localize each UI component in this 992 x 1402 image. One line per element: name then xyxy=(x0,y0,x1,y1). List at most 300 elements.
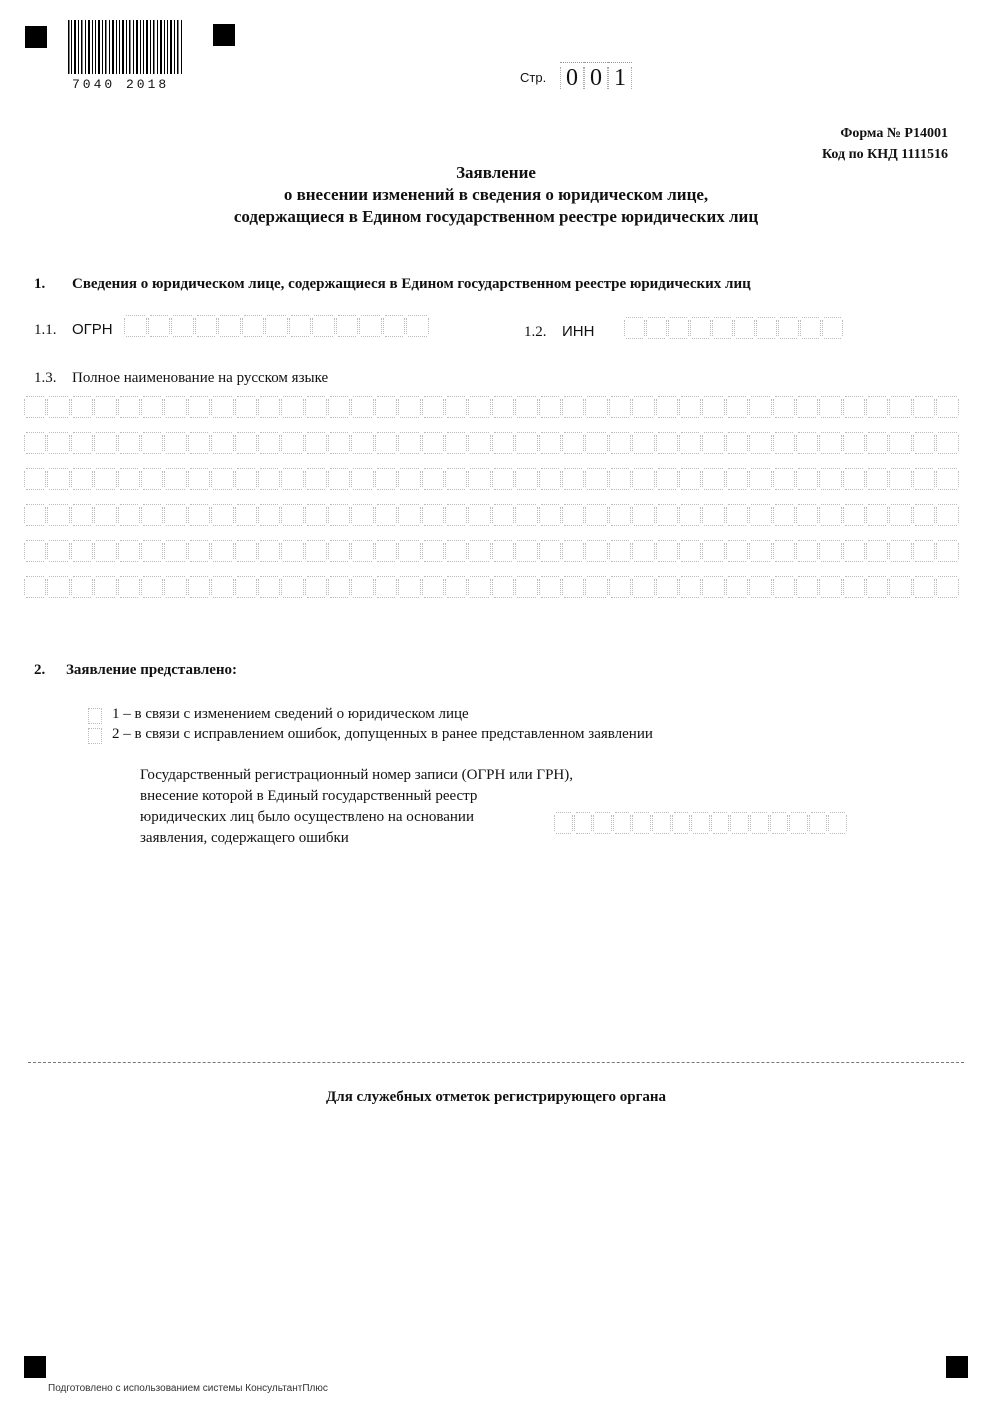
char-cell[interactable] xyxy=(809,812,829,834)
char-cell[interactable] xyxy=(242,315,266,337)
char-cell[interactable] xyxy=(24,504,47,526)
char-cell[interactable] xyxy=(47,540,70,562)
char-cell[interactable] xyxy=(305,432,328,454)
char-cell[interactable] xyxy=(843,396,866,418)
char-cell[interactable] xyxy=(375,576,398,598)
char-cell[interactable] xyxy=(118,504,141,526)
char-cell[interactable] xyxy=(305,540,328,562)
char-cell[interactable] xyxy=(539,576,562,598)
char-cell[interactable] xyxy=(726,432,749,454)
char-cell[interactable] xyxy=(328,540,351,562)
char-cell[interactable] xyxy=(702,540,725,562)
char-cell[interactable] xyxy=(164,576,187,598)
char-cell[interactable] xyxy=(281,396,304,418)
char-cell[interactable] xyxy=(94,540,117,562)
name-label: Полное наименование на русском языке xyxy=(72,370,329,386)
char-cell[interactable] xyxy=(281,432,304,454)
char-cell[interactable] xyxy=(668,317,690,339)
grn-field[interactable] xyxy=(554,812,848,834)
char-cell[interactable] xyxy=(632,504,655,526)
char-cell[interactable] xyxy=(47,468,70,490)
char-cell[interactable] xyxy=(118,432,141,454)
char-cell[interactable] xyxy=(702,396,725,418)
char-cell[interactable] xyxy=(164,396,187,418)
char-cell[interactable] xyxy=(235,540,258,562)
char-cell[interactable] xyxy=(24,396,47,418)
char-cell[interactable] xyxy=(375,432,398,454)
char-cell[interactable] xyxy=(656,396,679,418)
char-cell[interactable] xyxy=(305,396,328,418)
char-cell[interactable] xyxy=(691,812,711,834)
char-cell[interactable] xyxy=(118,576,141,598)
char-cell[interactable] xyxy=(71,468,94,490)
char-cell[interactable] xyxy=(375,504,398,526)
char-cell[interactable] xyxy=(632,468,655,490)
char-cell[interactable] xyxy=(211,540,234,562)
char-cell[interactable] xyxy=(796,540,819,562)
char-cell[interactable] xyxy=(711,812,731,834)
char-cell[interactable] xyxy=(24,540,47,562)
char-cell[interactable] xyxy=(749,576,772,598)
char-cell[interactable] xyxy=(796,468,819,490)
char-cell[interactable] xyxy=(235,396,258,418)
char-cell[interactable] xyxy=(492,396,515,418)
char-cell[interactable] xyxy=(819,396,842,418)
char-cell[interactable] xyxy=(468,540,491,562)
char-cell[interactable] xyxy=(445,468,468,490)
char-cell[interactable] xyxy=(773,432,796,454)
char-cell[interactable] xyxy=(539,504,562,526)
char-cell[interactable] xyxy=(235,432,258,454)
char-cell[interactable] xyxy=(632,576,655,598)
char-cell[interactable] xyxy=(359,315,383,337)
char-cell[interactable] xyxy=(562,576,585,598)
char-cell[interactable] xyxy=(702,432,725,454)
char-cell[interactable] xyxy=(445,576,468,598)
char-cell[interactable] xyxy=(258,504,281,526)
char-cell[interactable] xyxy=(211,504,234,526)
char-cell[interactable] xyxy=(383,315,407,337)
char-cell[interactable] xyxy=(398,396,421,418)
char-cell[interactable] xyxy=(889,396,912,418)
char-cell[interactable] xyxy=(843,504,866,526)
char-cell[interactable] xyxy=(289,315,313,337)
char-cell[interactable] xyxy=(712,317,734,339)
char-cell[interactable] xyxy=(258,540,281,562)
char-cell[interactable] xyxy=(702,504,725,526)
char-cell[interactable] xyxy=(679,432,702,454)
char-cell[interactable] xyxy=(141,540,164,562)
char-cell[interactable] xyxy=(656,540,679,562)
char-cell[interactable] xyxy=(328,432,351,454)
char-cell[interactable] xyxy=(188,396,211,418)
char-cell[interactable] xyxy=(679,504,702,526)
char-cell[interactable] xyxy=(613,812,633,834)
char-cell[interactable] xyxy=(819,576,842,598)
char-cell[interactable] xyxy=(539,468,562,490)
char-cell[interactable] xyxy=(562,396,585,418)
title-line-3: содержащиеся в Едином государственном реестре юридических лиц xyxy=(233,207,759,226)
char-cell[interactable] xyxy=(585,540,608,562)
char-cell[interactable] xyxy=(819,432,842,454)
char-cell[interactable] xyxy=(539,432,562,454)
char-cell[interactable] xyxy=(866,540,889,562)
char-cell[interactable] xyxy=(351,504,374,526)
char-cell[interactable] xyxy=(164,432,187,454)
char-cell[interactable] xyxy=(515,540,538,562)
char-cell[interactable] xyxy=(756,317,778,339)
char-cell[interactable] xyxy=(822,317,844,339)
char-cell[interactable] xyxy=(936,540,959,562)
char-cell[interactable] xyxy=(351,576,374,598)
char-cell[interactable] xyxy=(351,396,374,418)
char-cell[interactable] xyxy=(749,468,772,490)
char-cell[interactable] xyxy=(235,576,258,598)
char-cell[interactable] xyxy=(71,576,94,598)
grn-line-3: юридических лиц было осуществлено на основании xyxy=(140,809,474,825)
char-cell[interactable] xyxy=(749,504,772,526)
char-cell[interactable] xyxy=(646,317,668,339)
char-cell[interactable] xyxy=(656,576,679,598)
char-cell[interactable] xyxy=(679,468,702,490)
char-cell[interactable] xyxy=(171,315,195,337)
char-cell[interactable] xyxy=(188,504,211,526)
name-row[interactable] xyxy=(24,432,960,454)
char-cell[interactable] xyxy=(195,315,219,337)
char-cell[interactable] xyxy=(773,468,796,490)
char-cell[interactable] xyxy=(468,396,491,418)
char-cell[interactable] xyxy=(515,396,538,418)
char-cell[interactable] xyxy=(843,432,866,454)
char-cell[interactable] xyxy=(218,315,242,337)
char-cell[interactable] xyxy=(574,812,594,834)
char-cell[interactable] xyxy=(492,432,515,454)
char-cell[interactable] xyxy=(375,396,398,418)
char-cell[interactable] xyxy=(375,468,398,490)
char-cell[interactable] xyxy=(773,576,796,598)
char-cell[interactable] xyxy=(624,317,646,339)
char-cell[interactable] xyxy=(118,540,141,562)
char-cell[interactable] xyxy=(609,576,632,598)
char-cell[interactable] xyxy=(913,396,936,418)
char-cell[interactable] xyxy=(866,504,889,526)
char-cell[interactable] xyxy=(492,504,515,526)
char-cell[interactable] xyxy=(726,576,749,598)
char-cell[interactable] xyxy=(47,396,70,418)
char-cell[interactable] xyxy=(889,432,912,454)
char-cell[interactable] xyxy=(71,396,94,418)
char-cell[interactable] xyxy=(211,432,234,454)
char-cell[interactable] xyxy=(796,576,819,598)
char-cell[interactable] xyxy=(796,432,819,454)
char-cell[interactable] xyxy=(796,396,819,418)
char-cell[interactable] xyxy=(632,812,652,834)
char-cell[interactable] xyxy=(562,468,585,490)
char-cell[interactable] xyxy=(445,432,468,454)
char-cell[interactable] xyxy=(936,468,959,490)
char-cell[interactable] xyxy=(730,812,750,834)
char-cell[interactable] xyxy=(539,540,562,562)
char-cell[interactable] xyxy=(398,468,421,490)
char-cell[interactable] xyxy=(468,576,491,598)
char-cell[interactable] xyxy=(726,504,749,526)
char-cell[interactable] xyxy=(406,315,430,337)
char-cell[interactable] xyxy=(936,576,959,598)
char-cell[interactable] xyxy=(585,396,608,418)
char-cell[interactable] xyxy=(94,396,117,418)
char-cell[interactable] xyxy=(889,504,912,526)
title-line-1: Заявление xyxy=(456,163,536,182)
char-cell[interactable] xyxy=(141,396,164,418)
char-cell[interactable] xyxy=(211,576,234,598)
char-cell[interactable] xyxy=(609,504,632,526)
char-cell[interactable] xyxy=(679,396,702,418)
char-cell[interactable] xyxy=(609,432,632,454)
char-cell[interactable] xyxy=(328,396,351,418)
char-cell[interactable] xyxy=(164,540,187,562)
char-cell[interactable] xyxy=(265,315,289,337)
char-cell[interactable] xyxy=(398,576,421,598)
char-cell[interactable] xyxy=(770,812,790,834)
char-cell[interactable] xyxy=(585,468,608,490)
char-cell[interactable] xyxy=(828,812,848,834)
char-cell[interactable] xyxy=(47,504,70,526)
char-cell[interactable] xyxy=(375,540,398,562)
char-cell[interactable] xyxy=(702,576,725,598)
char-cell[interactable] xyxy=(819,504,842,526)
char-cell[interactable] xyxy=(749,396,772,418)
char-cell[interactable] xyxy=(188,540,211,562)
char-cell[interactable] xyxy=(690,317,712,339)
char-cell[interactable] xyxy=(141,432,164,454)
char-cell[interactable] xyxy=(562,432,585,454)
char-cell[interactable] xyxy=(235,468,258,490)
char-cell[interactable] xyxy=(819,468,842,490)
char-cell[interactable] xyxy=(468,468,491,490)
char-cell[interactable] xyxy=(351,432,374,454)
char-cell[interactable] xyxy=(889,468,912,490)
char-cell[interactable] xyxy=(188,576,211,598)
char-cell[interactable] xyxy=(141,468,164,490)
corner-marker-top-left xyxy=(25,26,47,48)
char-cell[interactable] xyxy=(913,432,936,454)
char-cell[interactable] xyxy=(866,396,889,418)
char-cell[interactable] xyxy=(422,396,445,418)
char-cell[interactable] xyxy=(118,396,141,418)
char-cell[interactable] xyxy=(24,576,47,598)
char-cell[interactable] xyxy=(913,540,936,562)
char-cell[interactable] xyxy=(445,504,468,526)
char-cell[interactable] xyxy=(515,576,538,598)
char-cell[interactable] xyxy=(141,504,164,526)
char-cell[interactable] xyxy=(94,468,117,490)
char-cell[interactable] xyxy=(749,432,772,454)
char-cell[interactable] xyxy=(328,504,351,526)
char-cell[interactable] xyxy=(188,432,211,454)
char-cell[interactable] xyxy=(351,468,374,490)
char-cell[interactable] xyxy=(652,812,672,834)
char-cell[interactable] xyxy=(492,576,515,598)
char-cell[interactable] xyxy=(936,504,959,526)
char-cell[interactable] xyxy=(593,812,613,834)
char-cell[interactable] xyxy=(305,576,328,598)
char-cell[interactable] xyxy=(679,540,702,562)
char-cell[interactable] xyxy=(585,576,608,598)
char-cell[interactable] xyxy=(656,432,679,454)
char-cell[interactable] xyxy=(24,432,47,454)
char-cell[interactable] xyxy=(422,576,445,598)
char-cell[interactable] xyxy=(124,315,148,337)
char-cell[interactable] xyxy=(281,576,304,598)
char-cell[interactable] xyxy=(749,540,772,562)
char-cell[interactable] xyxy=(211,468,234,490)
char-cell[interactable] xyxy=(936,432,959,454)
char-cell[interactable] xyxy=(24,468,47,490)
char-cell[interactable] xyxy=(281,504,304,526)
char-cell[interactable] xyxy=(305,504,328,526)
char-cell[interactable] xyxy=(609,396,632,418)
char-cell[interactable] xyxy=(889,540,912,562)
char-cell[interactable] xyxy=(585,432,608,454)
char-cell[interactable] xyxy=(773,396,796,418)
char-cell[interactable] xyxy=(258,576,281,598)
char-cell[interactable] xyxy=(211,396,234,418)
char-cell[interactable] xyxy=(672,812,692,834)
char-cell[interactable] xyxy=(492,468,515,490)
grn-line-1: Государственный регистрационный номер записи (ОГРН или ГРН), xyxy=(140,767,573,783)
char-cell[interactable] xyxy=(585,504,608,526)
char-cell[interactable] xyxy=(328,468,351,490)
char-cell[interactable] xyxy=(554,812,574,834)
char-cell[interactable] xyxy=(562,540,585,562)
char-cell[interactable] xyxy=(468,432,491,454)
char-cell[interactable] xyxy=(515,432,538,454)
inn-field[interactable] xyxy=(624,317,844,339)
char-cell[interactable] xyxy=(632,540,655,562)
char-cell[interactable] xyxy=(468,504,491,526)
char-cell[interactable] xyxy=(843,576,866,598)
char-cell[interactable] xyxy=(515,468,538,490)
char-cell[interactable] xyxy=(188,468,211,490)
char-cell[interactable] xyxy=(164,504,187,526)
char-cell[interactable] xyxy=(778,317,800,339)
char-cell[interactable] xyxy=(258,396,281,418)
char-cell[interactable] xyxy=(336,315,360,337)
barcode xyxy=(66,20,186,74)
char-cell[interactable] xyxy=(351,540,374,562)
char-cell[interactable] xyxy=(164,468,187,490)
name-row[interactable] xyxy=(24,540,960,562)
char-cell[interactable] xyxy=(866,468,889,490)
char-cell[interactable] xyxy=(422,468,445,490)
char-cell[interactable] xyxy=(281,468,304,490)
title-line-2: о внесении изменений в сведения о юридическом лице, xyxy=(283,185,709,204)
char-cell[interactable] xyxy=(562,504,585,526)
char-cell[interactable] xyxy=(94,504,117,526)
char-cell[interactable] xyxy=(726,540,749,562)
name-row[interactable] xyxy=(24,504,960,526)
char-cell[interactable] xyxy=(398,504,421,526)
option-1-checkbox[interactable] xyxy=(88,708,102,724)
char-cell[interactable] xyxy=(258,468,281,490)
char-cell[interactable] xyxy=(47,432,70,454)
char-cell[interactable] xyxy=(118,468,141,490)
char-cell[interactable] xyxy=(796,504,819,526)
char-cell[interactable] xyxy=(843,468,866,490)
name-row[interactable] xyxy=(24,396,960,418)
char-cell[interactable] xyxy=(305,468,328,490)
char-cell[interactable] xyxy=(609,540,632,562)
char-cell[interactable] xyxy=(702,468,725,490)
char-cell[interactable] xyxy=(141,576,164,598)
char-cell[interactable] xyxy=(328,576,351,598)
char-cell[interactable] xyxy=(422,504,445,526)
char-cell[interactable] xyxy=(913,576,936,598)
name-row[interactable] xyxy=(24,576,960,598)
grn-line-4: заявления, содержащего ошибки xyxy=(140,830,349,846)
char-cell[interactable] xyxy=(398,432,421,454)
char-cell[interactable] xyxy=(398,540,421,562)
option-2-checkbox[interactable] xyxy=(88,728,102,744)
char-cell[interactable] xyxy=(71,504,94,526)
char-cell[interactable] xyxy=(750,812,770,834)
char-cell[interactable] xyxy=(422,432,445,454)
char-cell[interactable] xyxy=(312,315,336,337)
char-cell[interactable] xyxy=(281,540,304,562)
char-cell[interactable] xyxy=(47,576,70,598)
char-cell[interactable] xyxy=(94,576,117,598)
char-cell[interactable] xyxy=(726,468,749,490)
char-cell[interactable] xyxy=(71,540,94,562)
char-cell[interactable] xyxy=(866,576,889,598)
char-cell[interactable] xyxy=(773,540,796,562)
char-cell[interactable] xyxy=(492,540,515,562)
char-cell[interactable] xyxy=(773,504,796,526)
char-cell[interactable] xyxy=(913,468,936,490)
char-cell[interactable] xyxy=(422,540,445,562)
char-cell[interactable] xyxy=(148,315,172,337)
char-cell[interactable] xyxy=(445,396,468,418)
char-cell[interactable] xyxy=(258,432,281,454)
char-cell[interactable] xyxy=(913,504,936,526)
inn-number: 1.2. xyxy=(524,324,547,340)
char-cell[interactable] xyxy=(734,317,756,339)
char-cell[interactable] xyxy=(71,432,94,454)
char-cell[interactable] xyxy=(656,504,679,526)
ogrn-field[interactable] xyxy=(124,315,430,337)
char-cell[interactable] xyxy=(866,432,889,454)
char-cell[interactable] xyxy=(936,396,959,418)
char-cell[interactable] xyxy=(789,812,809,834)
char-cell[interactable] xyxy=(819,540,842,562)
char-cell[interactable] xyxy=(800,317,822,339)
char-cell[interactable] xyxy=(235,504,258,526)
char-cell[interactable] xyxy=(632,396,655,418)
char-cell[interactable] xyxy=(679,576,702,598)
char-cell[interactable] xyxy=(539,396,562,418)
char-cell[interactable] xyxy=(94,432,117,454)
char-cell[interactable] xyxy=(515,504,538,526)
char-cell[interactable] xyxy=(726,396,749,418)
char-cell[interactable] xyxy=(445,540,468,562)
name-row[interactable] xyxy=(24,468,960,490)
char-cell[interactable] xyxy=(632,432,655,454)
char-cell[interactable] xyxy=(843,540,866,562)
separator-line xyxy=(28,1062,964,1063)
char-cell[interactable] xyxy=(889,576,912,598)
char-cell[interactable] xyxy=(656,468,679,490)
char-cell[interactable] xyxy=(609,468,632,490)
